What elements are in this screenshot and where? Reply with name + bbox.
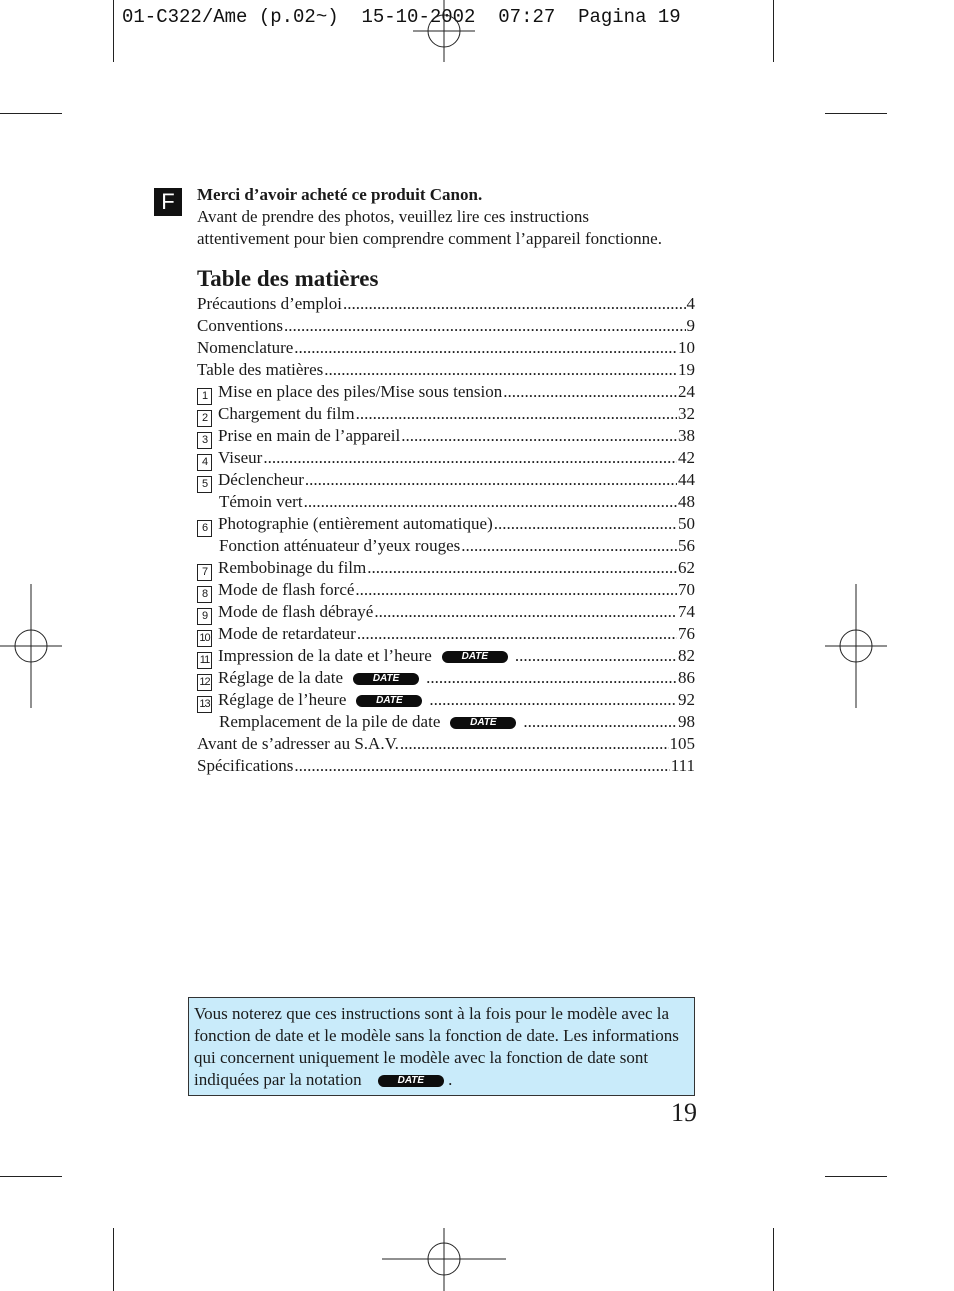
- note-box: [188, 997, 695, 1096]
- toc-entry-label: Réglage de l’heure: [218, 690, 347, 709]
- toc-entry: [197, 733, 695, 755]
- toc-leader-dots: [523, 711, 677, 733]
- chapter-number-badge: 6: [197, 520, 212, 537]
- chapter-number-badge: 4: [197, 454, 212, 471]
- toc-entry: [197, 579, 695, 601]
- toc-entry-page: 38: [678, 426, 695, 445]
- date-badge-icon: DATE: [353, 673, 419, 685]
- toc-entry-label: Prise en main de l’appareil: [218, 426, 401, 445]
- chapter-number-badge: 1: [197, 388, 212, 405]
- toc-entry-page: 105: [669, 734, 695, 753]
- toc-entry-page: 98: [678, 712, 695, 731]
- chapter-number-badge: 2: [197, 410, 212, 427]
- page-number: 19: [671, 1098, 697, 1127]
- toc-entry: [197, 623, 695, 645]
- toc-entry-page: 76: [678, 624, 695, 643]
- toc-entry-page: 70: [678, 580, 695, 599]
- date-badge-icon: DATE: [450, 717, 516, 729]
- toc-leader-dots: [305, 469, 677, 491]
- toc-leader-dots: [401, 425, 677, 447]
- toc-leader-dots: [429, 689, 677, 711]
- toc-entry-label: Chargement du film: [218, 404, 355, 423]
- toc-entry-page: 48: [678, 492, 695, 511]
- language-tab: F: [154, 188, 182, 216]
- toc-entry-label: Mode de retardateur: [218, 624, 356, 643]
- toc-entry-label: Nomenclature: [197, 338, 294, 357]
- toc-leader-dots: [494, 513, 677, 535]
- toc-leader-dots: [294, 337, 677, 359]
- toc-entry: [197, 755, 695, 777]
- chapter-number-badge: 9: [197, 608, 212, 625]
- registration-mark-icon: [413, 0, 475, 62]
- toc-entry-page: 10: [678, 338, 695, 357]
- toc-entry-page: 50: [678, 514, 695, 533]
- toc-leader-dots: [294, 755, 669, 777]
- toc-entry: [197, 601, 695, 623]
- registration-mark-icon: [0, 584, 62, 708]
- toc-entry-page: 24: [678, 382, 695, 401]
- toc-entry: [197, 711, 695, 733]
- date-badge-icon: DATE: [356, 695, 422, 707]
- toc-entry-label: Remplacement de la pile de date: [219, 712, 441, 731]
- registration-mark-icon: [825, 584, 887, 708]
- toc-entry-label: Photographie (entièrement automatique): [218, 514, 493, 533]
- toc-leader-dots: [356, 403, 677, 425]
- toc-entry: [197, 403, 695, 425]
- chapter-number-badge: 3: [197, 432, 212, 449]
- crop-mark: [825, 1176, 887, 1177]
- toc-entry-page: 86: [678, 668, 695, 687]
- crop-mark: [113, 1228, 114, 1291]
- note-text: Vous noterez que ces instructions sont à la fois pour le modèle avec la fonction de date et le modèle sans la fonction de date. Les informations qui concernent uniquement le modèle avec la fonction de date sont indiquées par la notation: [194, 1004, 679, 1089]
- toc-entry-label: Impression de la date et l’heure: [218, 646, 432, 665]
- intro-line: Avant de prendre des photos, veuillez lire ces instructions: [197, 207, 589, 226]
- toc-entry: [197, 293, 695, 315]
- crop-mark: [113, 0, 114, 62]
- toc-leader-dots: [263, 447, 677, 469]
- toc-entry: [197, 491, 695, 513]
- toc-entry-page: 44: [678, 470, 695, 489]
- toc-entry-page: 4: [686, 294, 695, 313]
- toc-leader-dots: [304, 491, 677, 513]
- crop-mark: [773, 1228, 774, 1291]
- toc-entry: [197, 689, 695, 711]
- toc-leader-dots: [343, 293, 686, 315]
- toc-entry-label: Déclencheur: [218, 470, 304, 489]
- chapter-number-badge: 12: [197, 674, 212, 691]
- toc-entry-page: 111: [670, 756, 695, 775]
- toc-entry: [197, 469, 695, 491]
- crop-mark: [0, 113, 62, 114]
- toc-entry-label: Témoin vert: [219, 492, 303, 511]
- toc-entry-label: Avant de s’adresser au S.A.V.: [197, 734, 399, 753]
- toc-entry: [197, 359, 695, 381]
- toc-entry: [197, 557, 695, 579]
- toc-entry-page: 82: [678, 646, 695, 665]
- registration-mark-icon: [382, 1228, 506, 1291]
- toc-entry-page: 42: [678, 448, 695, 467]
- toc-leader-dots: [374, 601, 677, 623]
- toc-entry-label: Rembobinage du film: [218, 558, 367, 577]
- toc-entry-page: 92: [678, 690, 695, 709]
- chapter-number-badge: 11: [197, 652, 212, 669]
- toc-entry-label: Mode de flash débrayé: [218, 602, 374, 621]
- toc-entry: [197, 447, 695, 469]
- toc-leader-dots: [324, 359, 677, 381]
- toc-entry-page: 9: [686, 316, 695, 335]
- chapter-number-badge: 7: [197, 564, 212, 581]
- toc-entry-label: Fonction atténuateur d’yeux rouges: [219, 536, 461, 555]
- toc-entry: [197, 645, 695, 667]
- toc-entry-label: Précautions d’emploi: [197, 294, 342, 313]
- toc-entry-label: Viseur: [218, 448, 263, 467]
- toc-entry-page: 74: [678, 602, 695, 621]
- intro-text: [197, 184, 717, 250]
- toc-leader-dots: [426, 667, 677, 689]
- intro-line: attentivement pour bien comprendre comment l’appareil fonctionne.: [197, 229, 662, 248]
- chapter-number-badge: 8: [197, 586, 212, 603]
- toc-entry-page: 19: [678, 360, 695, 379]
- date-badge-icon: DATE: [378, 1075, 444, 1087]
- toc-leader-dots: [503, 381, 677, 403]
- toc-entry: [197, 315, 695, 337]
- toc-title: Table des matières: [197, 266, 379, 291]
- toc-entry-label: Mise en place des piles/Mise sous tension: [218, 382, 503, 401]
- chapter-number-badge: 10: [197, 630, 212, 647]
- toc-entry: [197, 425, 695, 447]
- toc-entry-label: Mode de flash forcé: [218, 580, 355, 599]
- toc-leader-dots: [367, 557, 677, 579]
- crop-mark: [773, 0, 774, 62]
- toc-leader-dots: [355, 579, 677, 601]
- toc-entry: [197, 513, 695, 535]
- toc-entry-page: 62: [678, 558, 695, 577]
- toc-entry-label: Réglage de la date: [218, 668, 344, 687]
- note-end: .: [448, 1070, 453, 1089]
- toc-leader-dots: [461, 535, 677, 557]
- crop-mark: [0, 1176, 62, 1177]
- toc-list: [197, 293, 695, 777]
- print-slug: 01-C322/Ame (p.02~) 15-10-2002 07:27 Pagina 19: [122, 6, 681, 28]
- toc-entry: [197, 535, 695, 557]
- toc-entry-label: Conventions: [197, 316, 283, 335]
- toc-entry-label: Table des matières: [197, 360, 324, 379]
- toc-leader-dots: [357, 623, 677, 645]
- toc-entry-label: Spécifications: [197, 756, 294, 775]
- chapter-number-badge: 5: [197, 476, 212, 493]
- toc-entry-page: 32: [678, 404, 695, 423]
- toc-entry: [197, 337, 695, 359]
- date-badge-icon: DATE: [442, 651, 508, 663]
- toc-entry: [197, 667, 695, 689]
- crop-mark: [825, 113, 887, 114]
- toc-leader-dots: [284, 315, 686, 337]
- toc-entry: [197, 381, 695, 403]
- toc-entry-page: 56: [678, 536, 695, 555]
- intro-lead: Merci d’avoir acheté ce produit Canon.: [197, 185, 483, 204]
- chapter-number-badge: 13: [197, 696, 212, 713]
- toc-leader-dots: [515, 645, 677, 667]
- toc-leader-dots: [400, 733, 669, 755]
